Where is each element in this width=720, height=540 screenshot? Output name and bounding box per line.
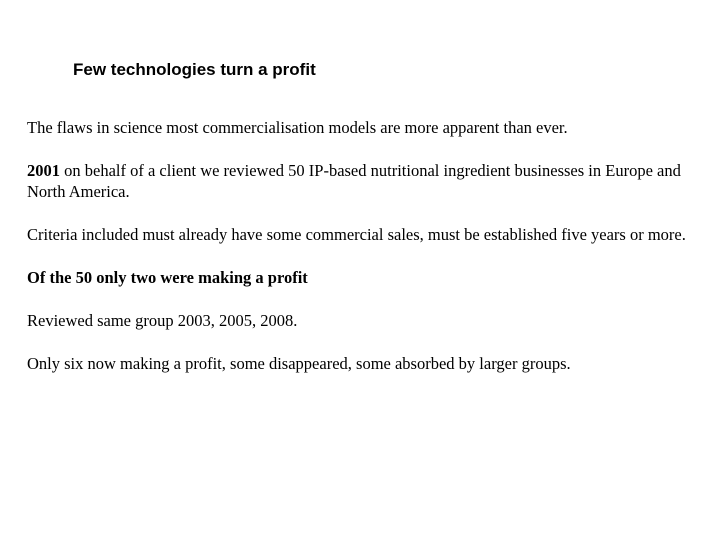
slide-body — [27, 117, 692, 396]
paragraph-flaws: The flaws in science most commercialisation models are more apparent than ever. — [27, 118, 568, 137]
paragraph-reviewed-again: Reviewed same group 2003, 2005, 2008. — [27, 311, 298, 330]
paragraph-2001-review — [27, 160, 692, 202]
slide-title: Few technologies turn a profit — [73, 60, 316, 79]
year-2001: 2001 — [27, 161, 60, 180]
paragraph-only-two-profit: Of the 50 only two were making a profit — [27, 268, 308, 287]
paragraph-only-six: Only six now making a profit, some disappeared, some absorbed by larger groups. — [27, 354, 571, 373]
paragraph-2001-text: on behalf of a client we reviewed 50 IP-based nutritional ingredient businesses in Europe and North America. — [27, 161, 681, 201]
paragraph-criteria: Criteria included must already have some commercial sales, must be established five years or more. — [27, 225, 686, 244]
